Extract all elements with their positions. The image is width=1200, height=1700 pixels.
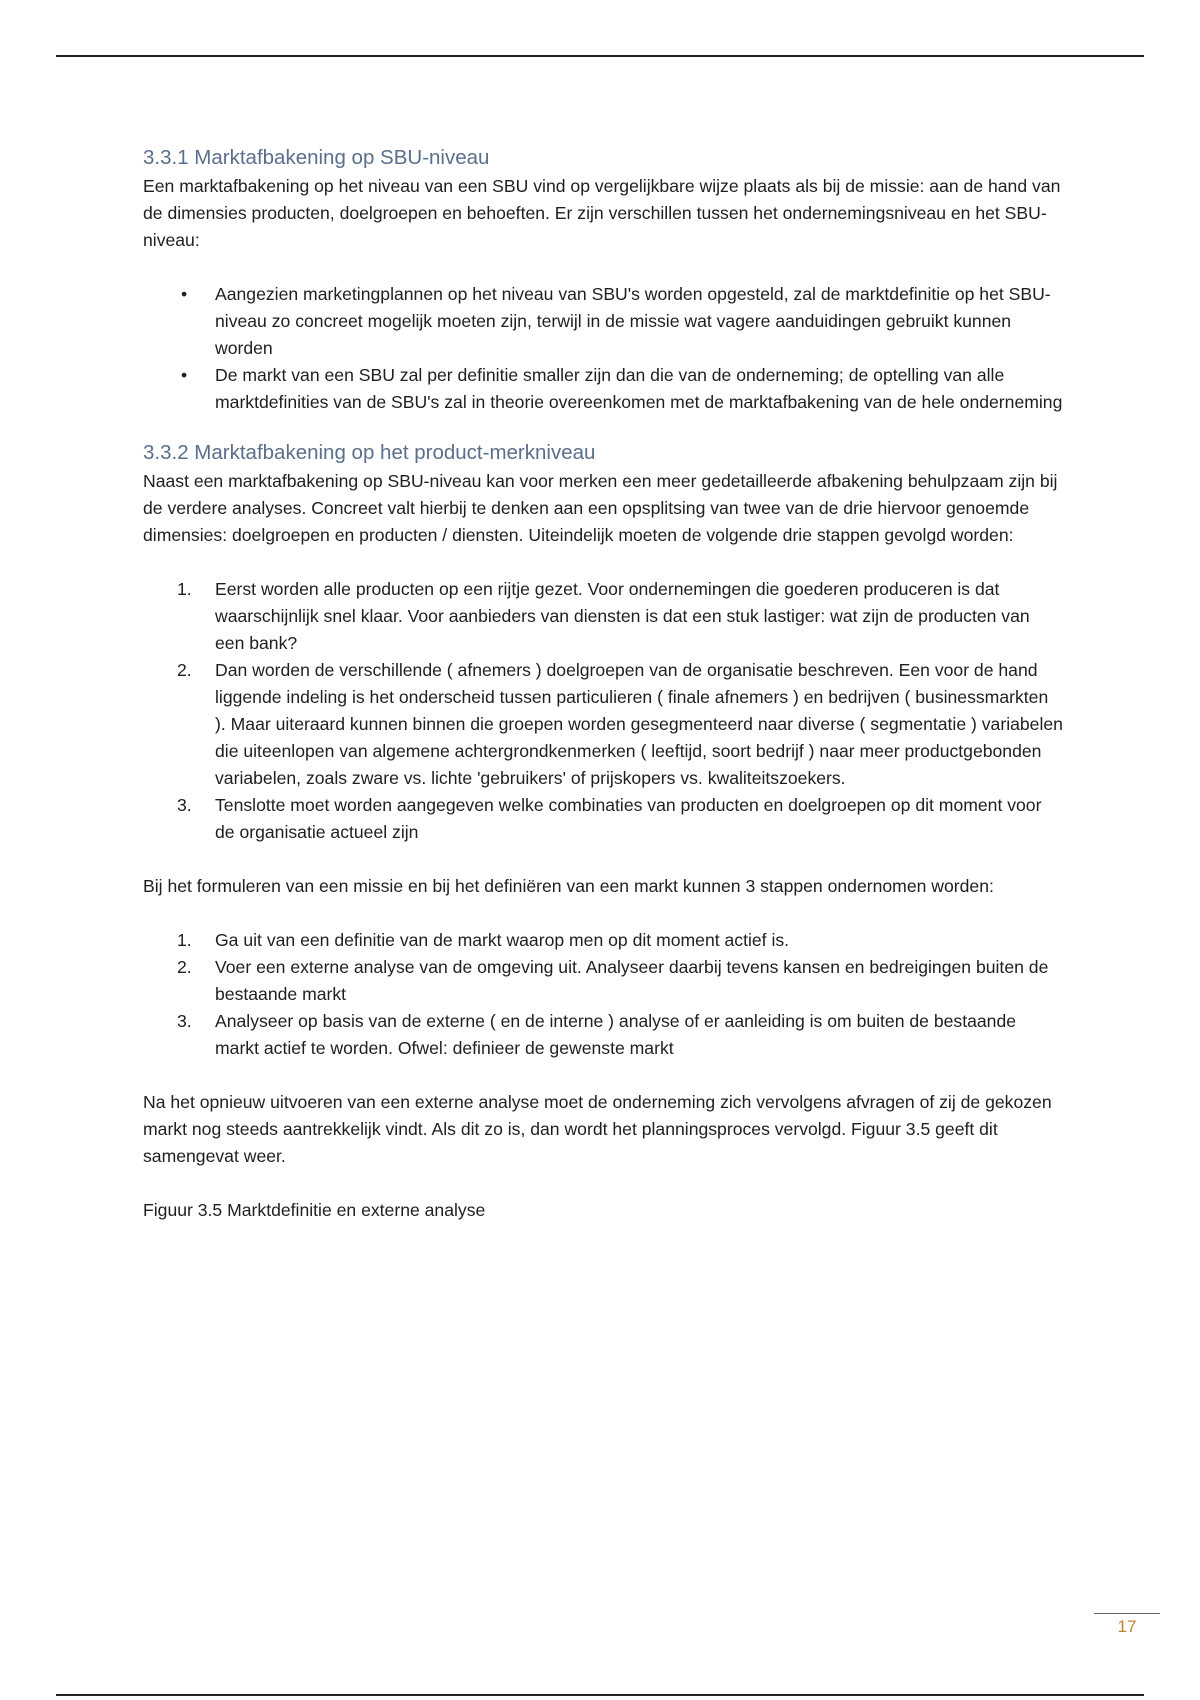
list-item [143,1008,1063,1062]
list-item [143,927,1063,954]
list-item-text: Aangezien marketingplannen op het niveau van SBU's worden opgesteld, zal de marktdefinitie op het SBU-niveau zo concreet mogelijk moeten zijn, terwijl in de missie wat vagere aanduidingen gebruikt kunnen worden [215,284,1051,358]
closing-paragraph: Na het opnieuw uitvoeren van een externe analyse moet de onderneming zich vervolgens afvragen of zij de gekozen markt nog steeds aantrekkelijk vindt. Als dit zo is, dan wordt het planningsproces vervolgd. Figuur 3.5 geeft dit samengevat weer. [143,1092,1052,1166]
page-number: 17 [1117,1617,1137,1636]
section-marktafbakening-sbu [143,143,1063,416]
list-item-text: Ga uit van een definitie van de markt waarop men op dit moment actief is. [215,930,790,950]
steps-list [143,576,1063,846]
list-number: 3. [177,1011,192,1031]
page-body [143,143,1063,1224]
list-item [143,362,1063,416]
figure-caption: Figuur 3.5 Marktdefinitie en externe analyse [143,1200,486,1220]
section-heading: 3.3.1 Marktafbakening op SBU-niveau [143,146,490,169]
section-intro: Naast een marktafbakening op SBU-niveau kan voor merken een meer gedetailleerde afbakening behulpzaam zijn bij de verdere analyses. Concreet valt hierbij te denken aan een opsplitsing van twee van de drie hiervoor genoemde dimensies: doelgroepen en producten / diensten. Uiteindelijk moeten de volgende drie stappen gevolgd worden: [143,471,1058,545]
footer-rule [56,1694,1144,1696]
list-item-text: Analyseer op basis van de externe ( en de interne ) analyse of er aanleiding is om buiten de bestaande markt actief te worden. Ofwel: definieer de gewenste markt [215,1011,1017,1058]
list-number: 2. [177,660,192,680]
bullet-list [143,281,1063,416]
list-number: 2. [177,957,192,977]
list-item [143,657,1063,792]
section-intro: Een marktafbakening op het niveau van een SBU vind op vergelijkbare wijze plaats als bij de missie: aan de hand van de dimensies producten, doelgroepen en behoeften. Er zijn verschillen tussen het ondernemingsniveau en het SBU-niveau: [143,176,1061,250]
list-number: 3. [177,795,192,815]
mission-steps-list [143,927,1063,1062]
list-item-text: Voer een externe analyse van de omgeving uit. Analyseer daarbij tevens kansen en bedreigingen buiten de bestaande markt [215,957,1049,1004]
list-number: 1. [177,579,192,599]
list-item [143,792,1063,846]
header-rule [56,55,1144,57]
list-number: 1. [177,930,192,950]
list-item-text: Eerst worden alle producten op een rijtje gezet. Voor ondernemingen die goederen produceren is dat waarschijnlijk snel klaar. Voor aanbieders van diensten is dat een stuk lastiger: wat zijn de producten van een bank? [215,579,1030,653]
list-item-text: Dan worden de verschillende ( afnemers ) doelgroepen van de organisatie beschreven. Een voor de hand liggende indeling is het onderscheid tussen particulieren ( finale afnemers ) en bedrijven ( businessmarkten ). Maar uiteraard kunnen binnen die groepen worden gesegmenteerd naar diverse ( segmentatie ) variabelen die uiteenlopen van algemene achtergrondkenmerken ( leeftijd, soort bedrijf ) naar meer productgebonden variabelen, zoals zware vs. lichte 'gebruikers' of prijskopers vs. kwaliteitszoekers. [215,660,1063,788]
section-marktafbakening-product-merk [143,438,1063,1224]
list-item [143,281,1063,362]
page-number-rule [1094,1613,1160,1614]
bullet-icon: • [181,284,188,304]
bullet-icon: • [181,365,188,385]
list-item-text: De markt van een SBU zal per definitie smaller zijn dan die van de onderneming; de optelling van alle marktdefinities van de SBU's zal in theorie overeenkomen met de marktafbakening van de hele onderneming [215,365,1063,412]
mission-intro: Bij het formuleren van een missie en bij het definiëren van een markt kunnen 3 stappen ondernomen worden: [143,876,994,896]
list-item [143,576,1063,657]
list-item-text: Tenslotte moet worden aangegeven welke combinaties van producten en doelgroepen op dit moment voor de organisatie actueel zijn [215,795,1042,842]
list-item [143,954,1063,1008]
section-heading: 3.3.2 Marktafbakening op het product-merkniveau [143,441,596,464]
